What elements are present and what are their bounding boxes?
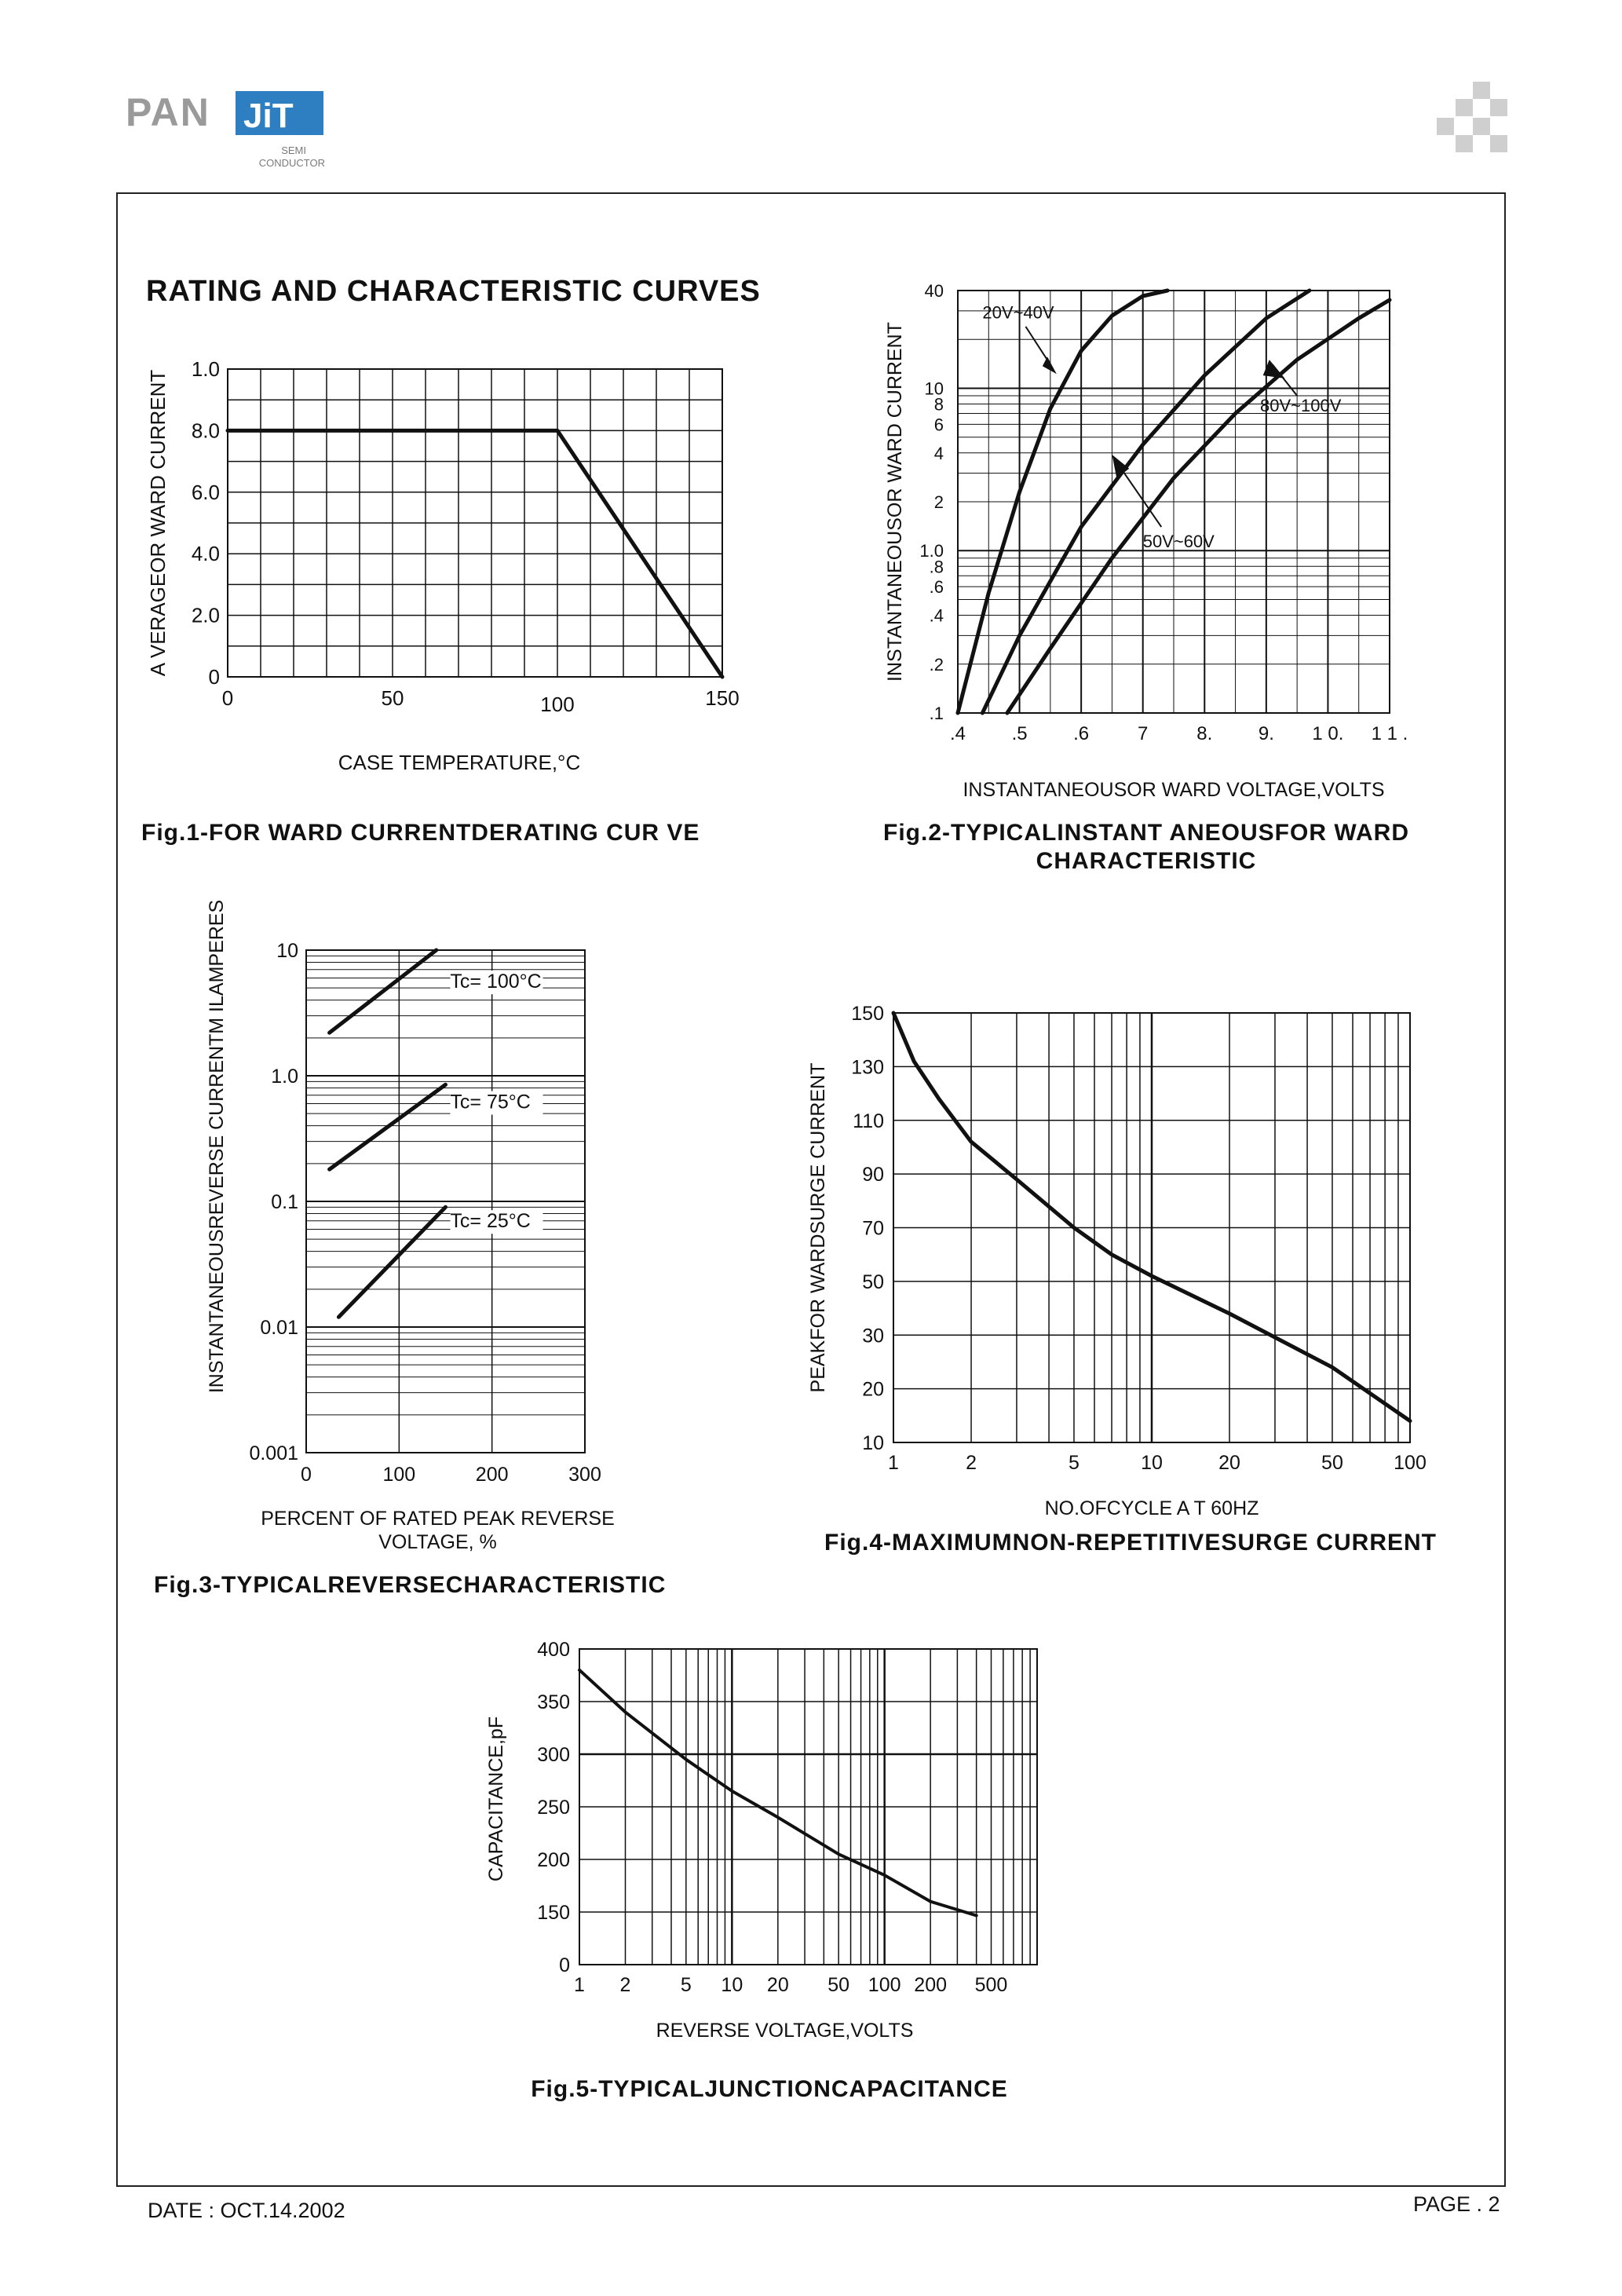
fig2-ytick-label: .4 [929,605,944,626]
fig5-xtick-label: 200 [914,1974,948,1996]
fig1-ytick-label: 6.0 [191,480,220,504]
fig4-ytick-label: 150 [851,1003,884,1025]
fig5-xtick-label: 2 [619,1974,631,1996]
fig3-annotation-label: Tc= 75°C [450,1091,531,1113]
fig1-xtick-label: 0 [221,686,234,710]
footer-page-number: PAGE . 2 [1413,2192,1500,2216]
fig5-xtick-label: 500 [974,1974,1008,1996]
svg-text:CONDUCTOR: CONDUCTOR [258,157,325,169]
fig2-arrowhead [1043,356,1057,374]
page-title: RATING AND CHARACTERISTIC CURVES [146,275,761,308]
fig4-caption: Fig.4-MAXIMUMNON-REPETITIVESURGE CURRENT [824,1530,1438,1556]
fig4-surge-current-chart [801,989,1492,1523]
fig2-ytick-label: 4 [933,443,944,463]
fig5-ytick-label: 300 [537,1744,570,1766]
fig5-xtick-label: 100 [868,1974,901,1996]
fig1-y-axis-label: A VERAGEOR WARD CURRENT [146,369,170,677]
fig3-xtick-label: 300 [568,1464,601,1486]
fig5-junction-capacitance-chart [471,1625,1068,2049]
fig2-ytick-label: .6 [929,577,944,598]
fig2-caption-line2: CHARACTERISTIC [1036,848,1257,874]
fig5-ytick-label: 350 [537,1691,570,1713]
fig4-xtick-label: 100 [1394,1452,1427,1474]
fig1-ytick-label: 4.0 [191,542,220,566]
fig4-xtick-label: 2 [966,1452,977,1474]
fig2-annotation-label: 20V~40V [982,302,1054,323]
fig3-x-axis-label-line2: VOLTAGE, % [378,1531,497,1553]
fig2-series-line [1007,300,1390,713]
fig3-y-axis-label: INSTANTANEOUSREVERSE CURRENTM ILAMPERES [206,899,228,1394]
fig2-annotation-label: 80V~100V [1260,395,1342,415]
fig4-xtick-label: 5 [1069,1452,1080,1474]
fig2-ytick-label: 6 [933,415,944,435]
fig3-annotation-label: Tc= 25°C [450,1210,531,1233]
fig4-xtick-label: 1 [888,1452,899,1474]
fig5-xtick-label: 1 [574,1974,585,1996]
fig2-ytick-label: 1.0 [919,541,944,561]
fig2-ytick-label: .2 [929,654,944,675]
svg-text:PAN: PAN [126,90,210,134]
fig1-ytick-label: 2.0 [191,603,220,627]
svg-text:SEMI: SEMI [281,144,306,156]
fig2-ytick-label: .1 [929,704,944,723]
fig5-y-axis-label: CAPACITANCE,pF [485,1716,507,1882]
fig2-ytick-label: 8 [933,394,944,415]
footer-date: DATE : OCT.14.2002 [148,2199,345,2222]
fig5-xtick-label: 5 [680,1974,692,1996]
fig5-caption: Fig.5-TYPICALJUNCTIONCAPACITANCE [531,2076,1008,2102]
fig4-ytick-label: 70 [862,1217,884,1240]
fig2-ytick-label: .8 [929,557,944,577]
fig1-ytick-label: 1.0 [191,357,220,381]
fig3-ytick-label: 10 [276,940,298,962]
fig2-forward-characteristic-chart [879,267,1408,801]
fig1-caption: Fig.1-FOR WARD CURRENTDERATING CUR VE [141,820,700,846]
fig2-xtick-label: 7 [1138,723,1149,744]
fig1-xtick-label: 150 [705,686,740,710]
fig2-ytick-label: 40 [924,281,944,301]
fig2-xtick-label: .4 [949,723,966,744]
fig3-annotation-label: Tc= 100°C [450,971,542,993]
fig3-reverse-characteristic-chart [204,872,644,1563]
fig4-xtick-label: 20 [1218,1452,1240,1474]
fig5-x-axis-label: REVERSE VOLTAGE,VOLTS [656,2020,914,2042]
fig2-xtick-label: 9. [1258,723,1274,744]
fig1-xtick-label: 50 [381,686,404,710]
fig1-ytick-label: 0 [208,665,220,689]
fig2-annotation-label: 50V~60V [1142,531,1215,551]
fig2-xtick-label: 1 0. [1312,723,1344,744]
fig3-x-axis-label-line1: PERCENT OF RATED PEAK REVERSE [261,1508,615,1530]
fig4-xtick-label: 10 [1141,1452,1163,1474]
fig1-x-axis-label: CASE TEMPERATURE,°C [338,751,581,774]
fig4-y-axis-label: PEAKFOR WARDSURGE CURRENT [807,1062,829,1393]
fig3-series-line [338,1207,445,1317]
fig5-ytick-label: 200 [537,1849,570,1871]
fig4-ytick-label: 50 [862,1270,884,1293]
panjit-logo [126,88,338,174]
fig3-xtick-label: 100 [382,1464,416,1486]
fig1-derating-chart [141,345,832,793]
fig2-xtick-label: 8. [1196,723,1213,744]
fig2-ytick-label: 2 [933,492,944,512]
fig4-ytick-label: 90 [862,1164,884,1186]
fig3-xtick-label: 0 [301,1464,312,1486]
fig1-ytick-label: 8.0 [191,419,220,443]
fig4-x-axis-label: NO.OFCYCLE A T 60HZ [1044,1497,1259,1519]
fig3-ytick-label: 0.001 [249,1442,298,1464]
fig5-xtick-label: 10 [721,1974,743,1996]
fig3-caption: Fig.3-TYPICALREVERSECHARACTERISTIC [154,1572,667,1598]
fig4-ytick-label: 130 [851,1056,884,1079]
fig2-caption-line1: Fig.2-TYPICALINSTANT ANEOUSFOR WARD [883,820,1409,846]
fig4-ytick-label: 30 [862,1325,884,1347]
fig2-xtick-label: 1 1 . [1371,723,1408,744]
fig2-annotation-arrow [1118,464,1161,527]
fig5-xtick-label: 50 [827,1974,850,1996]
fig1-xtick-label: 100 [540,693,575,716]
fig3-ytick-label: 0.1 [271,1191,298,1213]
fig5-ytick-label: 400 [537,1639,570,1661]
fig3-xtick-label: 200 [475,1464,509,1486]
fig5-xtick-label: 20 [766,1974,789,1996]
corner-checker-decoration [1437,82,1509,154]
fig2-x-axis-label: INSTANTANEOUSOR WARD VOLTAGE,VOLTS [963,779,1385,801]
fig3-ytick-label: 1.0 [271,1066,298,1088]
fig5-ytick-label: 0 [559,1954,570,1976]
fig4-ytick-label: 20 [862,1378,884,1401]
fig2-xtick-label: .6 [1073,723,1090,744]
fig4-xtick-label: 50 [1321,1452,1343,1474]
fig3-series-line [330,1084,446,1169]
fig2-ytick-label: 10 [924,378,944,399]
fig5-ytick-label: 250 [537,1797,570,1819]
fig3-ytick-label: 0.01 [260,1317,298,1339]
fig2-xtick-label: .5 [1011,723,1028,744]
fig4-ytick-label: 10 [862,1432,884,1454]
fig5-ytick-label: 150 [537,1902,570,1924]
svg-text:JiT: JiT [243,97,294,135]
fig4-ytick-label: 110 [853,1110,884,1132]
fig2-y-axis-label: INSTANTANEOUSOR WARD CURRENT [884,322,906,682]
